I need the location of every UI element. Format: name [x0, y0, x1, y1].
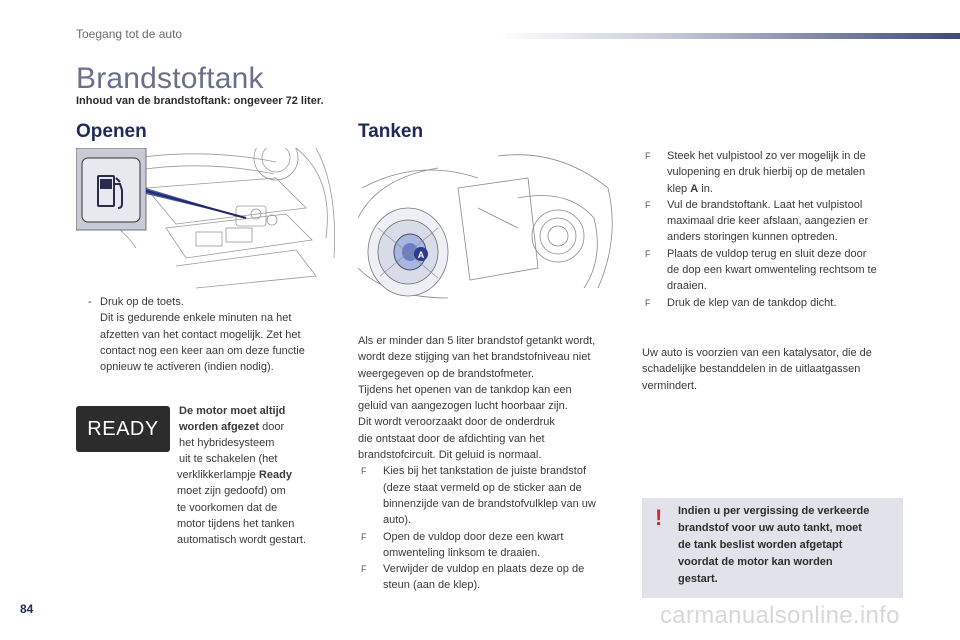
list-item [642, 197, 922, 246]
step-line: Druk op de toets. [100, 296, 184, 308]
step-line: Vul de brandstoftank. Laat het vulpistool [667, 198, 863, 211]
heading-tanken: Tanken [358, 121, 424, 142]
step-bold: A [690, 182, 699, 195]
step-line: binnenzijde van de brandstofvulklep van uw [383, 497, 596, 510]
step-line: (deze staat vermeld op de sticker aan de [383, 481, 582, 494]
note-text: automatisch wordt gestart. [177, 533, 307, 546]
step-line: vulopening en druk hierbij op de metalen [667, 166, 866, 179]
step-line: Steek het vulpistool zo ver mogelijk in de [667, 150, 866, 162]
step-line: opnieuw te activeren (indien nodig). [100, 361, 274, 374]
intro-line: wordt deze stijging van het brandstofniveau niet [358, 351, 591, 364]
intro-line: Dit wordt veroorzaakt door de onderdruk [358, 416, 555, 429]
intro-line: Tijdens het openen van de tankdop kan een [358, 383, 572, 396]
catalyst-note [642, 345, 922, 394]
step-line: Dit is gedurende enkele minuten na het [100, 312, 292, 325]
step-text: in. [698, 182, 713, 195]
step-line: Open de vuldop door deze een kwart [383, 530, 564, 543]
section-header: Toegang tot de auto [76, 27, 183, 41]
note-text: moet zijn gedoofd) om [177, 485, 286, 498]
bullet-marker: F [361, 531, 367, 542]
bullet-marker: F [645, 199, 651, 210]
note-text: het hybridesysteem [179, 437, 275, 450]
warning-line: voordat de motor kan worden [678, 556, 833, 568]
list-item [358, 561, 628, 594]
note-text: door [259, 421, 285, 434]
bullet-marker: F [645, 297, 651, 308]
step-line: maximaal drie keer afslaan, aangezien er [667, 215, 869, 228]
intro-line: die ontstaat door de afdichting van het [358, 432, 545, 445]
catalyst-line: Uw auto is voorzien van een katalysator, die de [642, 347, 872, 359]
page-subtitle: Inhoud van de brandstoftank: ongeveer 72 liter. [76, 95, 324, 107]
step-line: Plaats de vuldop terug en sluit deze door [667, 247, 867, 260]
note-text: motor tijdens het tanken [177, 517, 295, 530]
bullet-marker: F [361, 564, 367, 575]
engine-off-note [179, 403, 339, 548]
step-line: omwenteling linksom te draaien. [383, 546, 541, 559]
warning-line: brandstof voor uw auto tankt, moet [678, 522, 862, 534]
page-number: 84 [20, 602, 34, 616]
step-line: steun (aan de klep). [383, 579, 481, 592]
step-line: auto). [383, 514, 412, 527]
bullet-marker: F [645, 151, 651, 161]
dash-marker: - [88, 296, 92, 308]
step-line: Verwijder de vuldop en plaats deze op de [383, 563, 585, 576]
tanken-steps-right [642, 148, 922, 311]
bullet-marker: F [645, 248, 651, 259]
step-line: de dop een kwart omwenteling rechtsom te [667, 264, 877, 277]
tanken-intro [358, 333, 628, 594]
step-line: contact nog een keer aan om deze functie [100, 344, 305, 357]
note-bold: worden afgezet [179, 421, 260, 434]
illustration-fuel-flap [358, 148, 620, 308]
list-item [642, 295, 922, 311]
openen-step [76, 294, 346, 375]
list-item [642, 246, 922, 295]
page-title: Brandstoftank [76, 62, 264, 95]
warning-exclamation-icon: ! [655, 505, 663, 530]
list-item [642, 148, 922, 197]
illustration-dashboard-fuel-button [76, 148, 336, 290]
step-line: afzetten van het contact mogelijk. Zet het [100, 328, 301, 341]
fuel-flap-drawing [358, 148, 620, 308]
step-line: Druk de klep van de tankdop dicht. [667, 296, 837, 309]
catalyst-line: vermindert. [642, 379, 698, 392]
step-line: Kies bij het tankstation de juiste brandstof [383, 465, 587, 478]
intro-line: weergegeven op de brandstofmeter. [358, 367, 535, 380]
warning-text [678, 503, 896, 588]
list-item [358, 529, 628, 562]
intro-line: Als er minder dan 5 liter brandstof getankt wordt, [358, 335, 596, 347]
step-line [667, 181, 922, 197]
intro-line: geluid van aangezogen lucht hoorbaar zijn. [358, 400, 568, 413]
list-item [358, 463, 628, 528]
note-bold: Ready [258, 469, 292, 482]
watermark: carmanualsonline.info [660, 602, 900, 629]
step-text: klep [667, 182, 691, 195]
note-text: verklikkerlampje [177, 469, 259, 482]
header-gradient-bar [500, 33, 960, 39]
note-text: uit te schakelen (het [179, 453, 278, 466]
callout-a-label: A [417, 250, 425, 260]
warning-line: Indien u per vergissing de verkeerde [678, 505, 870, 517]
bullet-marker: F [361, 466, 367, 477]
intro-line: brandstofcircuit. Dit geluid is normaal. [358, 449, 542, 462]
warning-line: gestart. [678, 573, 718, 585]
heading-openen: Openen [76, 121, 147, 142]
catalyst-line: schadelijke bestanddelen in de uitlaatgassen [642, 363, 861, 376]
note-text: te voorkomen dat de [177, 501, 278, 514]
step-line: draaien. [667, 280, 707, 293]
dashboard-drawing [76, 148, 336, 290]
note-bold: De motor moet altijd [179, 405, 286, 417]
ready-indicator: READY [76, 406, 170, 452]
warning-line: de tank beslist worden afgetapt [678, 539, 843, 551]
step-line: anders storingen kunnen optreden. [667, 231, 838, 244]
